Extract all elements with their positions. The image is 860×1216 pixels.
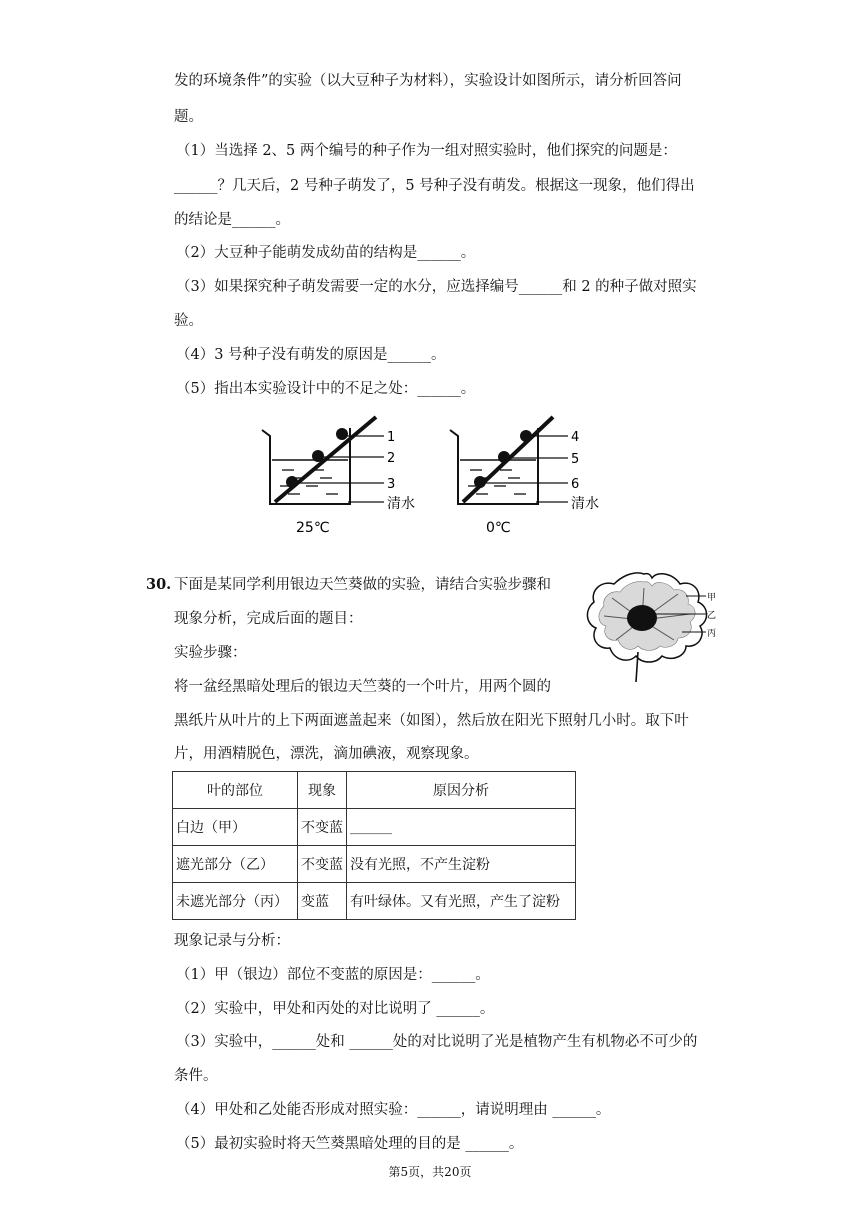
cell-reason: 有叶绿体。又有光照，产生了淀粉 bbox=[347, 883, 576, 920]
temp-right: 0℃ bbox=[486, 520, 511, 536]
table-row bbox=[173, 846, 576, 883]
q29-intro-line1: 发的环境条件”的实验（以大豆种子为材料），实验设计如图所示，请分析回答问 bbox=[174, 73, 682, 89]
q29-sub1-line2: ______？几天后，2 号种子萌发了，5 号种子没有萌发。根据这一现象，他们得出 bbox=[174, 178, 695, 194]
q29-sub2: （2）大豆种子能萌发成幼苗的结构是______。 bbox=[176, 245, 476, 261]
q30-steps-title: 实验步骤： bbox=[174, 645, 247, 661]
seed-2 bbox=[312, 450, 324, 462]
temp-left: 25℃ bbox=[296, 520, 330, 536]
q30-sub2: （2）实验中，甲处和丙处的对比说明了 ______。 bbox=[176, 1001, 495, 1017]
q30-line1: 下面是某同学利用银边天竺葵做的实验，请结合实验步骤和 bbox=[174, 577, 551, 593]
header-phenomenon: 现象 bbox=[298, 772, 347, 809]
q29-sub3-line1: （3）如果探究种子萌发需要一定的水分，应选择编号______和 2 的种子做对照实 bbox=[176, 279, 697, 295]
cell-phenomenon: 变蓝 bbox=[298, 883, 347, 920]
q30-step-line3: 片，用酒精脱色，漂洗，滴加碘液，观察现象。 bbox=[174, 746, 479, 762]
q30-step-line2: 黑纸片从叶片的上下两面遮盖起来（如图），然后放在阳光下照射几小时。取下叶 bbox=[174, 713, 689, 729]
q29-intro-line2: 题。 bbox=[174, 109, 203, 125]
leaf-label-jia: 甲 bbox=[707, 593, 717, 603]
label-3: 3 bbox=[387, 477, 396, 492]
table-row bbox=[173, 809, 576, 846]
results-table bbox=[172, 771, 576, 920]
seed-1 bbox=[336, 428, 348, 440]
cell-phenomenon: 不变蓝 bbox=[298, 846, 347, 883]
q30-sub5: （5）最初实验时将天竺葵黑暗处理的目的是 ______。 bbox=[176, 1136, 524, 1152]
cell-part: 未遮光部分（丙） bbox=[173, 883, 298, 920]
header-part: 叶的部位 bbox=[173, 772, 298, 809]
table-row bbox=[173, 883, 576, 920]
q29-sub4: （4）3 号种子没有萌发的原因是______。 bbox=[176, 347, 446, 363]
header-reason: 原因分析 bbox=[347, 772, 576, 809]
q29-sub3-line2: 验。 bbox=[174, 313, 203, 329]
q30-sub4: （4）甲处和乙处能否形成对照实验：______，请说明理由 ______。 bbox=[176, 1102, 611, 1118]
water-label-right: 清水 bbox=[571, 496, 599, 512]
beaker-figure bbox=[0, 412, 860, 542]
cell-reason: ______ bbox=[347, 809, 576, 846]
q29-sub1-line3: 的结论是______。 bbox=[174, 212, 290, 228]
cell-part: 白边（甲） bbox=[173, 809, 298, 846]
q29-sub1-line1: （1）当选择 2、5 两个编号的种子作为一组对照实验时，他们探究的问题是： bbox=[176, 143, 677, 159]
cell-reason: 没有光照，不产生淀粉 bbox=[347, 846, 576, 883]
q29-sub5: （5）指出本实验设计中的不足之处：______。 bbox=[176, 381, 476, 397]
water-label-left: 清水 bbox=[387, 496, 415, 512]
label-6: 6 bbox=[571, 477, 580, 492]
q30-record-title: 现象记录与分析： bbox=[174, 933, 290, 949]
seed-6 bbox=[474, 476, 486, 488]
cell-phenomenon: 不变蓝 bbox=[298, 809, 347, 846]
q30-sub3-line2: 条件。 bbox=[174, 1068, 218, 1084]
q30-number: 30. bbox=[146, 576, 172, 593]
q30-sub3-line1: （3）实验中，______处和 ______处的对比说明了光是植物产生有机物必不可少的 bbox=[176, 1034, 698, 1050]
seed-3 bbox=[286, 476, 298, 488]
cell-part: 遮光部分（乙） bbox=[173, 846, 298, 883]
label-5: 5 bbox=[571, 452, 580, 467]
leaf-label-yi: 乙 bbox=[707, 611, 717, 621]
label-1: 1 bbox=[387, 430, 396, 445]
label-4: 4 bbox=[571, 430, 580, 445]
leaf-label-bing: 丙 bbox=[707, 629, 717, 639]
seed-5 bbox=[498, 451, 510, 463]
q30-sub1: （1）甲（银边）部位不变蓝的原因是：______。 bbox=[176, 967, 490, 983]
leaf-figure bbox=[582, 568, 732, 688]
black-paper-circle bbox=[627, 605, 657, 631]
page-footer: 第5页，共20页 bbox=[388, 1165, 472, 1179]
q30-step-line1: 将一盆经黑暗处理后的银边天竺葵的一个叶片，用两个圆的 bbox=[174, 679, 551, 695]
q30-line2: 现象分析，完成后面的题目： bbox=[174, 611, 363, 627]
label-2: 2 bbox=[387, 451, 396, 466]
table-header-row bbox=[173, 772, 576, 809]
